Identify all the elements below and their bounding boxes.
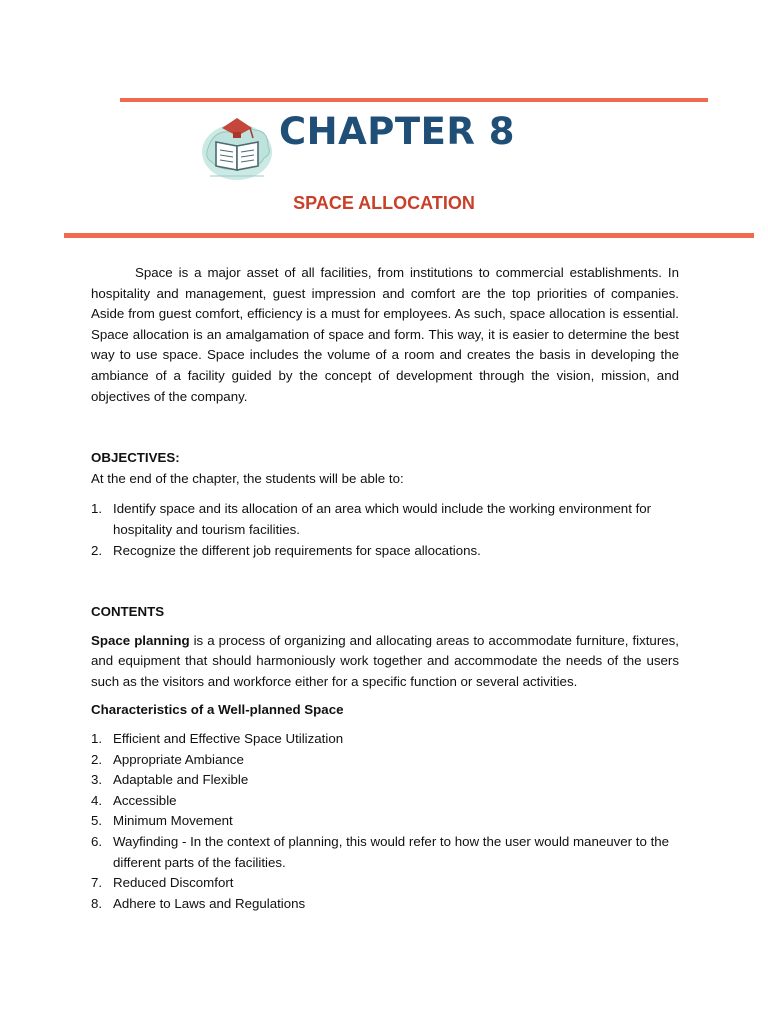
body-content xyxy=(91,263,679,914)
list-item: 7. Reduced Discomfort xyxy=(91,875,234,891)
objectives-heading: OBJECTIVES: xyxy=(91,450,180,466)
objectives-list xyxy=(91,499,679,561)
list-item: 8. Adhere to Laws and Regulations xyxy=(91,895,306,911)
characteristics-heading: Characteristics of a Well-planned Space xyxy=(91,701,344,717)
list-item: 4. Accessible xyxy=(91,792,177,808)
list-item: 6. Wayfinding - In the context of planning, this would refer to how the user would maneuver to the different parts of the facilities. xyxy=(91,834,670,870)
list-item: 2. Appropriate Ambiance xyxy=(91,751,244,767)
bottom-divider xyxy=(64,233,754,238)
space-planning-term: Space planning xyxy=(91,632,190,648)
list-item: 1. Efficient and Effective Space Utilization xyxy=(91,731,344,747)
chapter-subtitle: SPACE ALLOCATION xyxy=(293,193,475,213)
objectives-lead: At the end of the chapter, the students will be able to: xyxy=(91,470,404,486)
list-item: 2. Recognize the different job requirements for space allocations. xyxy=(91,542,481,558)
list-item: 5. Minimum Movement xyxy=(91,813,233,829)
space-planning-paragraph: Space planning is a process of organizing and allocating areas to accommodate furniture, fixtures, and equipment that should harmoniously work together and accommodate the needs of the users such as the visitors and workforce either for a specific function or several activities. xyxy=(91,632,679,689)
chapter-title: CHAPTER 8 xyxy=(279,110,516,153)
intro-paragraph: Space is a major asset of all facilities, from institutions to commercial establishments. In hospitality and management, guest impression and comfort are the top priorities of companies. Aside from guest comfort, efficiency is a must for employees. As such, space allocation is essential. Space allocation is an amalgamation of space and form. This way, it is easier to determine the best way to use space. Space includes the volume of a room and creates the basis in developing the ambiance of a facility guided by the concept of development through the vision, mission, and objectives of the company. xyxy=(91,265,679,404)
top-divider xyxy=(120,98,708,102)
list-item: 1. Identify space and its allocation of an area which would include the working environment for hospitality and tourism facilities. xyxy=(91,501,652,537)
contents-heading: CONTENTS xyxy=(91,604,165,620)
characteristics-list xyxy=(91,729,679,914)
list-item: 3. Adaptable and Flexible xyxy=(91,772,249,788)
open-book-hat-icon xyxy=(200,108,274,184)
